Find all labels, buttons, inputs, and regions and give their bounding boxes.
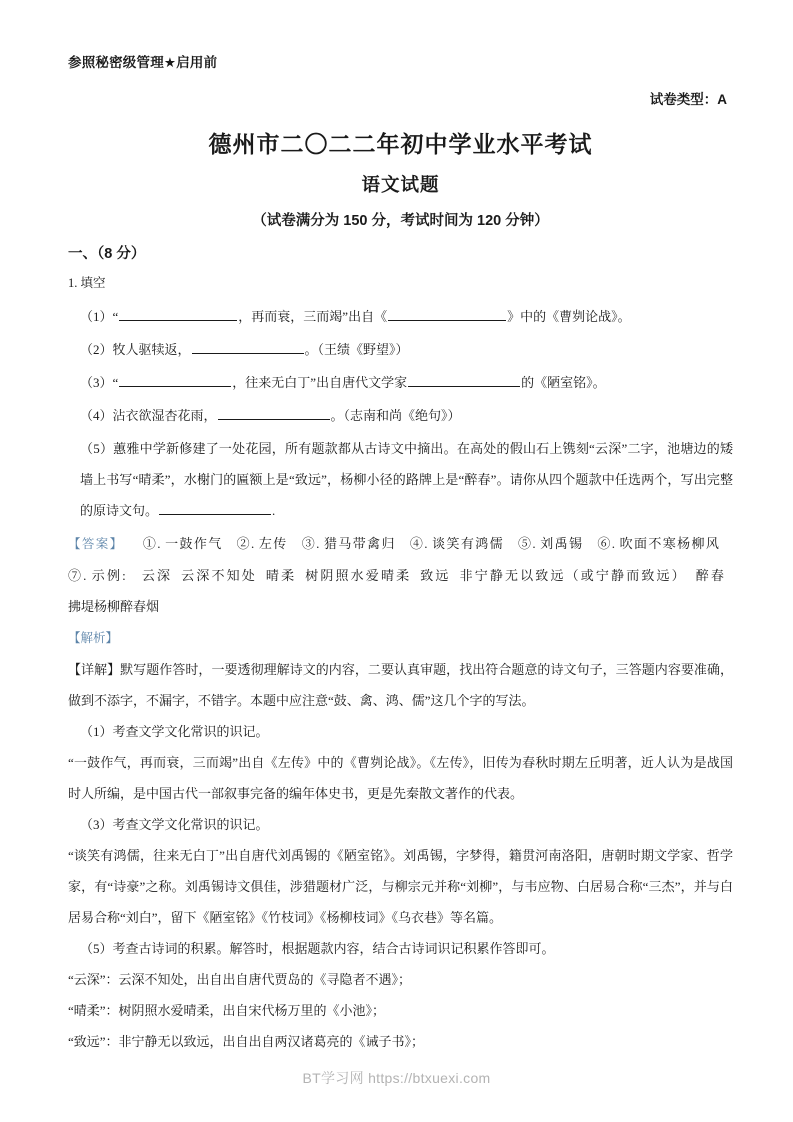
answer-sub: 云深不知处 [181, 568, 257, 583]
answer-blank[interactable] [159, 500, 271, 515]
analysis-paragraph: “谈笑有鸿儒，往来无白丁”出自唐代刘禹锡的《陋室铭》。刘禹锡，字梦得，籍贯河南洛阳，唐朝时期文学家、哲学家，有“诗豪”之称。刘禹锡诗文俱佳，涉猎题材广泛，与柳宗元并称“刘柳”，与韦应物、白居易合称“三杰”，并与白居易合称“刘白”，留下《陋室铭》《竹枝词》《杨柳枝词》《乌衣巷》等名篇。 [68, 848, 733, 925]
answer-sub: 晴柔 [265, 568, 297, 583]
answer-item-7-label: ⑦. 示例: [68, 568, 126, 583]
answer-blank[interactable] [119, 306, 237, 321]
footer-watermark: BT学习网 https://btxuexi.com [302, 1070, 491, 1086]
subject-title: 语文试题 [361, 173, 440, 195]
answer-item: ④. 谈笑有鸿儒 [409, 536, 504, 551]
answer-sub: 树阴照水爱晴柔 [305, 568, 412, 583]
question-line [68, 400, 733, 431]
analysis-paragraph: （1）考查文学文化常识的识记。 [80, 724, 269, 739]
analysis-paragraph: “云深”：云深不知处，出自出自唐代贾岛的《寻隐者不遇》； [68, 972, 412, 987]
answer-blank[interactable] [388, 306, 506, 321]
question-text-mid: ，往来无白丁”出自唐代文学家 [232, 375, 408, 390]
answer-sub: 云深 [139, 568, 173, 583]
question-marker: （2） [80, 342, 113, 357]
section-heading-one: 一、（8 分） [68, 245, 146, 262]
answer-sub: 致远 [420, 568, 451, 583]
question-line [68, 334, 733, 365]
answer-item: ⑥. 吹面不寒杨柳风 [597, 536, 719, 551]
question-line [68, 301, 733, 332]
answer-item: ②. 左传 [236, 536, 288, 551]
analysis-paragraph: “晴柔”：树阴照水爱晴柔，出自宋代杨万里的《小池》； [68, 1003, 386, 1018]
question-text-mid: ，再而衰，三而竭”出自《 [238, 309, 388, 324]
question-marker: （1） [80, 309, 113, 324]
answer-blank[interactable] [119, 372, 231, 387]
analysis-paragraph: “致远”：非宁静无以致远，出自出自两汉诸葛亮的《诫子书》； [68, 1034, 425, 1049]
paper-type-label: 试卷类型：A [649, 92, 727, 108]
question-text: 蕙雅中学新修建了一处花园，所有题款都从古诗文中摘出。在高处的假山石上镌刻“云深”二字，池塘边的矮墙上书写“晴柔”，水榭门的匾额上是“致远”，杨柳小径的路牌上是“醉春”。请你从四个题款中任选两个，写出完整的原诗文句。 [80, 441, 733, 518]
question-text-before: “ [112, 309, 119, 324]
question-marker: （4） [80, 408, 113, 423]
answer-sub: 拂堤杨柳醉春烟 [68, 599, 160, 614]
question-item-2 [68, 334, 733, 365]
question-item-1 [68, 301, 733, 332]
answer-tag: 【答案】 [68, 537, 124, 551]
analysis-paragraph: “一鼓作气，再而衰，三而竭”出自《左传》中的《曹刿论战》。《左传》，旧传为春秋时期左丘明著，近人认为是战国时人所编，是中国古代一部叙事完备的编年体史书，更是先秦散文著作的代表。 [68, 755, 733, 801]
question-text-after: 的《陋室铭》。 [521, 375, 606, 390]
detail-tag: 【详解】 [68, 662, 121, 677]
question-text-after: 。（志南和尚《绝句》） [330, 408, 461, 423]
question-marker: （3） [80, 375, 113, 390]
answer-item: ⑤. 刘禹锡 [518, 536, 584, 551]
question-text-before: 沾衣欲湿杏花雨， [112, 408, 217, 423]
answer-blank[interactable] [408, 372, 520, 387]
analysis-paragraph: （5）考查古诗词的积累。解答时，根据题款内容，结合古诗词识记积累作答即可。 [80, 941, 555, 956]
analysis-tag-line [68, 622, 733, 654]
secrecy-notice: 参照秘密级管理★启用前 [68, 55, 218, 70]
question-text-after: 。（王绩《野望》） [304, 342, 409, 357]
question-number-1: 1. 填空 [68, 275, 106, 290]
question-text-after: 》中的《曹刿论战》。 [507, 309, 631, 324]
answer-sub: 醉春 [695, 568, 724, 583]
answer-item: ③. 猎马带禽归 [301, 536, 396, 551]
question-item-5 [68, 433, 733, 526]
answer-blank[interactable] [218, 405, 330, 420]
exam-title: 德州市二〇二二年初中学业水平考试 [208, 131, 593, 158]
detail-block [68, 654, 733, 716]
question-period: . [272, 503, 276, 518]
question-item-3 [68, 367, 733, 398]
answer-blank[interactable] [192, 339, 304, 354]
question-line [68, 367, 733, 398]
question-text-before: “ [112, 375, 119, 390]
analysis-paragraph: （3）考查文学文化常识的识记。 [80, 817, 269, 832]
question-item-4 [68, 400, 733, 431]
question-text-before: 牧人驱犊返， [112, 342, 191, 357]
detail-text: 默写题作答时，一要透彻理解诗文的内容，二要认真审题，找出符合题意的诗文句子，三答题内容要准确，做到不添字，不漏字，不错字。本题中应注意“鼓、禽、鸿、儒”这几个字的写法。 [68, 662, 733, 708]
exam-meta: （试卷满分为 150 分，考试时间为 120 分钟） [252, 213, 549, 230]
page-content [68, 55, 733, 1057]
answer-item: ①. 一鼓作气 [141, 536, 223, 551]
question-marker: （5） [80, 441, 114, 456]
analysis-tag: 【解析】 [68, 631, 119, 645]
answer-sub: 非宁静无以致远（或宁静而致远） [459, 568, 687, 583]
question-line [68, 433, 733, 526]
answer-block [68, 528, 733, 622]
